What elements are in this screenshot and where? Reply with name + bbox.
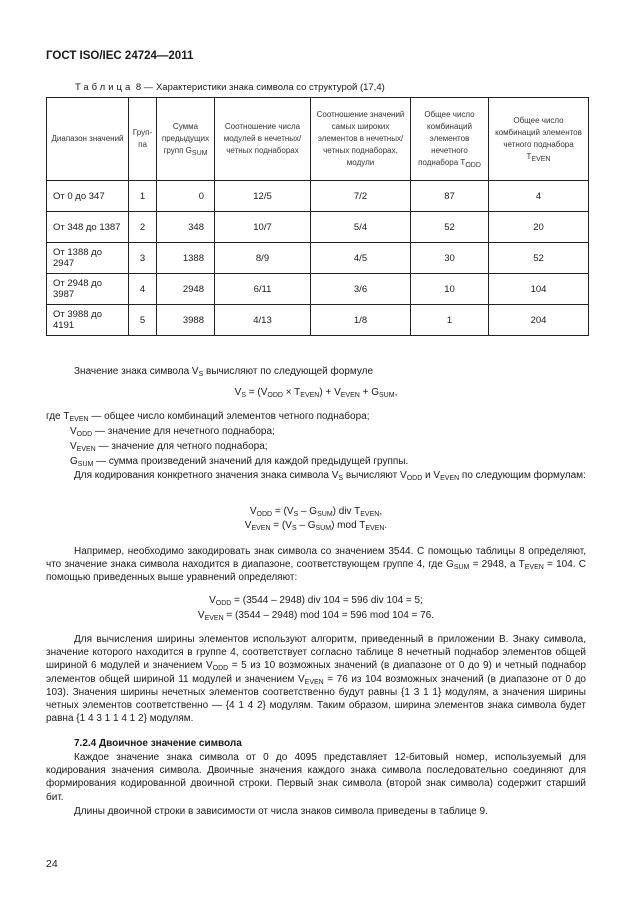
table-cell: 3/6 [311,274,411,305]
section-heading: 7.2.4 Двоичное значение символа [74,738,242,749]
table-cell: 2 [129,212,157,243]
formula-vodd: $V_{ODD} = (V_S - G_{SUM})$ div $T_{EVEN}$, [249,506,383,518]
table-caption [75,82,385,93]
table-cell: 20 [489,212,589,243]
page-number: 24 [46,858,58,870]
table-cell: От 3988 до 4191 [47,305,129,336]
formula-vs: $V_S = (V_{ODD} \times T_{EVEN}) + V_{EVEN} + G_{SUM}$, [234,387,398,399]
table-cell: 6/11 [215,274,311,305]
table-cell: 10 [411,274,489,305]
table-cell: 12/5 [215,181,311,212]
table-header-cell: Общее число комбинаций элементов нечетного поднабора $T_{ODD}$ [411,98,489,181]
table-row [47,181,589,212]
table-cell: 4 [489,181,589,212]
table-cell: 5 [129,305,157,336]
where-line-2: $V_{ODD}$ — значение для нечетного поднабора; [70,426,275,438]
table-row [47,243,589,274]
table-header-cell: Сумма предыдущих групп $G_{SUM}$ [157,98,215,181]
table-cell: 204 [489,305,589,336]
paragraph-example: Например, необходимо закодировать знак символа со значением 3544. С помощью таблицы 8 определяют, что значение знака символа находится в диапазоне, соответствующем группе 4, где $G_{SUM} = 2948$, а $T_{EVEN} = 104$. С помощью приведенных выше уравнений определяют: [46,546,586,584]
where-line-3: $V_{EVEN}$ — значение для четного поднабора; [70,441,268,453]
table-cell: 5/4 [311,212,411,243]
table-cell: 7/2 [311,181,411,212]
table-cell: 104 [489,274,589,305]
table-header-cell: Груп- па [129,98,157,181]
formula-example-vodd: $V_{ODD} = (3544 - 2948)$ div 104 = 596 div 104 = 5; [209,595,423,607]
document-header: ГОСТ ISO/IEC 24724—2011 [46,50,194,62]
table-cell: От 348 до 1387 [47,212,129,243]
table-header-row [47,98,589,181]
paragraph-formula-intro: Значение знака символа $V_S$ вычисляют по следующей формуле [74,366,374,378]
table-cell: 348 [157,212,215,243]
table-caption-prefix: Таблица [75,82,134,93]
table-row [47,212,589,243]
table-cell: 52 [489,243,589,274]
table-row [47,305,589,336]
table-cell: 10/7 [215,212,311,243]
characteristics-table [46,97,589,336]
table-cell: 30 [411,243,489,274]
paragraph-binary: Каждое значение знака символа от 0 до 4095 представляет 12-битовый номер, используемый для кодирования значения символа. Двоичные значения каждого знака символа последовательно соединяют для формирования кодированной двоичной строки. Первый знак символа (второй знак символа) содержит старший бит. [46,752,586,803]
table-row [47,274,589,305]
table-cell: 2948 [157,274,215,305]
table-cell: 1388 [157,243,215,274]
table-cell: 1 [411,305,489,336]
table-cell: 0 [157,181,215,212]
table-cell: 1 [129,181,157,212]
table-cell: 52 [411,212,489,243]
table-cell: 8/9 [215,243,311,274]
table-cell: 4 [129,274,157,305]
table-cell: 4/13 [215,305,311,336]
table-header-cell: Диапазон значений [47,98,129,181]
table-header-cell: Общее число комбинаций элементов четного поднабора $T_{EVEN}$ [489,98,589,181]
table-caption-text: 8 — Характеристики знака символа со структурой (17,4) [133,82,385,93]
table-cell: От 2948 до 3987 [47,274,129,305]
where-line-4: $G_{SUM}$ — сумма произведений значений для каждой предыдущей группы. [70,456,409,468]
paragraph-widths: Для вычисления ширины элементов используют алгоритм, приведенный в приложении В. Знаку символа, значение которого находится в группе 4, соответствует согласно таблице 8 нечетный поднабор элементов общей шириной 6 модулей и значением $V_{ODD} = 5$ из 10 возможных значений (в диапазоне от 0 до 9) и четный поднабор элементов общей шириной 11 модулей и значением $V_{EVEN} = 76$ из 104 возможных значений (в диапазоне от 0 до 103). Значения ширины нечетных элементов соответственно будут равны {1 3 1 1} модулям, а значения ширины четных элементов соответственно — {4 1 4 2} модулям. Таким образом, ширина элементов знака символа будет равна {1 4 3 1 1 4 1 2} модулям. [46,634,586,725]
table-cell: От 1388 до 2947 [47,243,129,274]
where-line-1: где $T_{EVEN}$ — общее число комбинаций элементов четного поднабора; [46,411,370,423]
table-header-cell: Соотношение значений самых широких элементов в нечетных/четных поднаборах, модули [311,98,411,181]
formula-veven: $V_{EVEN} = (V_S - G_{SUM})$ mod $T_{EVEN}$. [244,520,388,532]
paragraph-lengths: Длины двоичной строки в зависимости от числа знаков символа приведены в таблице 9. [74,806,488,817]
table-cell: От 0 до 347 [47,181,129,212]
table-cell: 3988 [157,305,215,336]
paragraph-encoding: Для кодирования конкретного значения знака символа $V_S$ вычисляют $V_{ODD}$ и $V_{EVEN}$ по следующим формулам: [74,470,586,482]
formula-example-veven: $V_{EVEN} = (3544 - 2948)$ mod 104 = 596 mod 104 = 76. [197,610,435,622]
table-cell: 1/8 [311,305,411,336]
table-cell: 4/5 [311,243,411,274]
table-cell: 3 [129,243,157,274]
table-cell: 87 [411,181,489,212]
table-header-cell: Соотношение числа модулей в нечетных/четных поднаборах [215,98,311,181]
